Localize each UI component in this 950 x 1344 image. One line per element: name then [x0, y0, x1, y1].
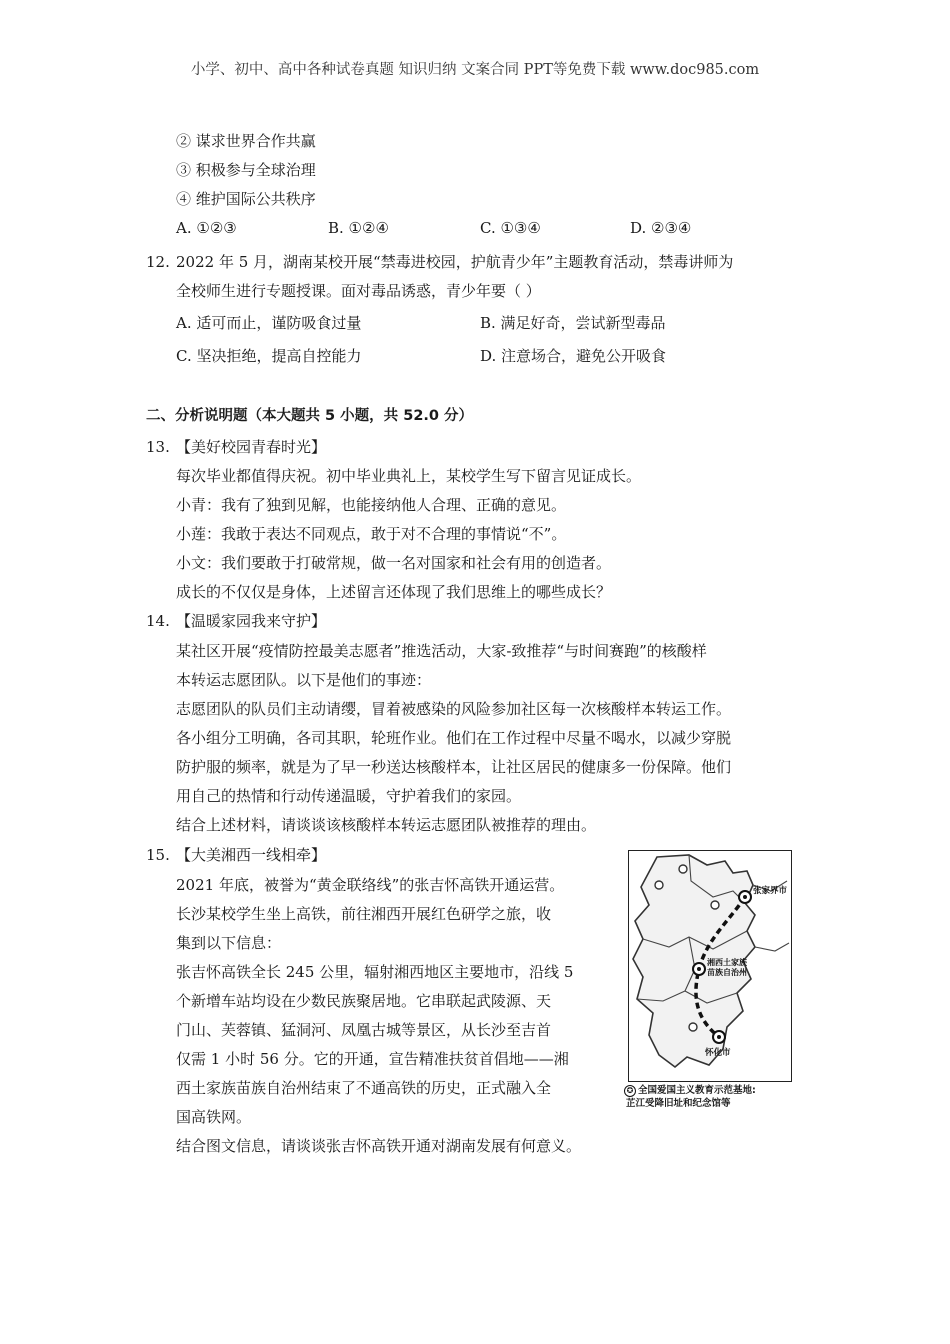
q15-line: 长沙某校学生坐上高铁，前往湘西开展红色研学之旅，收 [176, 905, 552, 923]
map-graphic [629, 851, 791, 1081]
place-marker [711, 901, 719, 909]
label-huaihua: 怀化市 [705, 1048, 731, 1058]
city-dot [743, 895, 747, 899]
q15-line: 门山、芙蓉镇、猛洞河、凤凰古城等景区，从长沙至吉首 [176, 1021, 552, 1039]
map-frame [628, 850, 792, 1082]
q12-stem-line2: 全校师生进行专题授课。面对毒品诱惑，青少年要（ ） [176, 282, 541, 300]
q15-line: 个新增车站均设在少数民族聚居地。它串联起武陵源、天 [176, 992, 552, 1010]
xiangxi-railway-map [624, 850, 794, 1112]
q14-line: 用自己的热情和行动传递温暖，守护着我们的家园。 [176, 787, 522, 805]
q11-item-2: ② 谋求世界合作共赢 [176, 132, 316, 150]
label-zhangjiajie: 张家界市 [753, 886, 788, 896]
q14-question: 结合上述材料，请谈谈该核酸样本转运志愿团队被推荐的理由。 [176, 816, 597, 834]
q12-option-a: A. 适可而止，谨防吸食过量 [176, 314, 362, 332]
q11-option-a: A. ①②③ [176, 219, 237, 237]
q15-line: 张吉怀高铁全长 245 公里，辐射湘西地区主要地市，沿线 5 [176, 963, 574, 981]
q15-line: 集到以下信息： [176, 934, 282, 952]
q14-line: 本转运志愿团队。以下是他们的事迹： [176, 671, 432, 689]
q13-line: 小青：我有了独到见解，也能接纳他人合理、正确的意见。 [176, 496, 567, 514]
city-dot [717, 1035, 721, 1039]
q13-title: 【美好校园青春时光】 [176, 438, 327, 456]
q13-line: 小莲：我敢于表达不同观点，敢于对不合理的事情说“不”。 [176, 525, 567, 543]
q14-line: 某社区开展“疫情防控最美志愿者”推选活动，大家-致推荐“与时间赛跑”的核酸样 [176, 642, 707, 660]
label-xiangxi-1: 湘西土家族 [707, 958, 747, 967]
q11-option-b: B. ①②④ [328, 219, 389, 237]
q14-line: 志愿团队的队员们主动请缨，冒着被感染的风险参加社区每一次核酸样本转运工作。 [176, 700, 732, 718]
q15-number: 15. [146, 846, 170, 864]
q11-item-3: ③ 积极参与全球治理 [176, 161, 316, 179]
q14-line: 各小组分工明确，各司其职，轮班作业。他们在工作过程中尽量不喝水，以减少穿脱 [176, 729, 732, 747]
q12-number: 12. [146, 253, 170, 271]
q11-option-c: C. ①③④ [480, 219, 541, 237]
q15-line: 仅需 1 小时 56 分。它的开通，宣告精准扶贫首倡地——湘 [176, 1050, 569, 1068]
q11-item-4: ④ 维护国际公共秩序 [176, 190, 316, 208]
place-marker [689, 1023, 697, 1031]
section-2-heading: 二、分析说明题（本大题共 5 小题，共 52.0 分） [146, 408, 474, 424]
q13-number: 13. [146, 438, 170, 456]
q13-line: 小文：我们要敢于打破常规，做一名对国家和社会有用的创造者。 [176, 554, 612, 572]
map-caption-line2: 芷江受降旧址和纪念馆等 [626, 1098, 731, 1109]
q12-option-c: C. 坚决拒绝，提高自控能力 [176, 347, 362, 365]
map-caption [624, 1084, 756, 1110]
q14-line: 防护服的频率，就是为了早一秒送达核酸样本，让社区居民的健康多一份保障。他们 [176, 758, 732, 776]
map-caption-line1: 全国爱国主义教育示范基地: [638, 1085, 756, 1096]
q15-line: 国高铁网。 [176, 1108, 252, 1126]
q12-option-b: B. 满足好奇，尝试新型毒品 [480, 314, 666, 332]
city-dot [697, 967, 701, 971]
boundary-line [755, 943, 789, 951]
q15-question: 结合图文信息，请谈谈张吉怀高铁开通对湖南发展有何意义。 [176, 1137, 582, 1155]
q11-option-d: D. ②③④ [630, 219, 692, 237]
q12-option-d: D. 注意场合，避免公开吸食 [480, 347, 667, 365]
q12-stem-line1: 2022 年 5 月，湖南某校开展“禁毒进校园，护航青少年”主题教育活动，禁毒讲师为 [176, 253, 734, 271]
q15-line: 2021 年底，被誉为“黄金联络线”的张吉怀高铁开通运营。 [176, 876, 565, 894]
q15-title: 【大美湘西一线相牵】 [176, 846, 327, 864]
q15-line: 西土家族苗族自治州结束了不通高铁的历史，正式融入全 [176, 1079, 552, 1097]
q13-question: 成长的不仅仅是身体，上述留言还体现了我们思维上的哪些成长？ [176, 583, 612, 601]
place-marker [655, 881, 663, 889]
q14-number: 14. [146, 612, 170, 630]
q14-title: 【温暖家园我来守护】 [176, 612, 327, 630]
star-icon: ✪ [624, 1085, 636, 1097]
label-xiangxi-2: 苗族自治州 [707, 968, 747, 977]
page-header: 小学、初中、高中各种试卷真题 知识归纳 文案合同 PPT等免费下载 www.doc985.com [190, 62, 760, 78]
q13-line: 每次毕业都值得庆祝。初中毕业典礼上，某校学生写下留言见证成长。 [176, 467, 642, 485]
place-marker [679, 865, 687, 873]
